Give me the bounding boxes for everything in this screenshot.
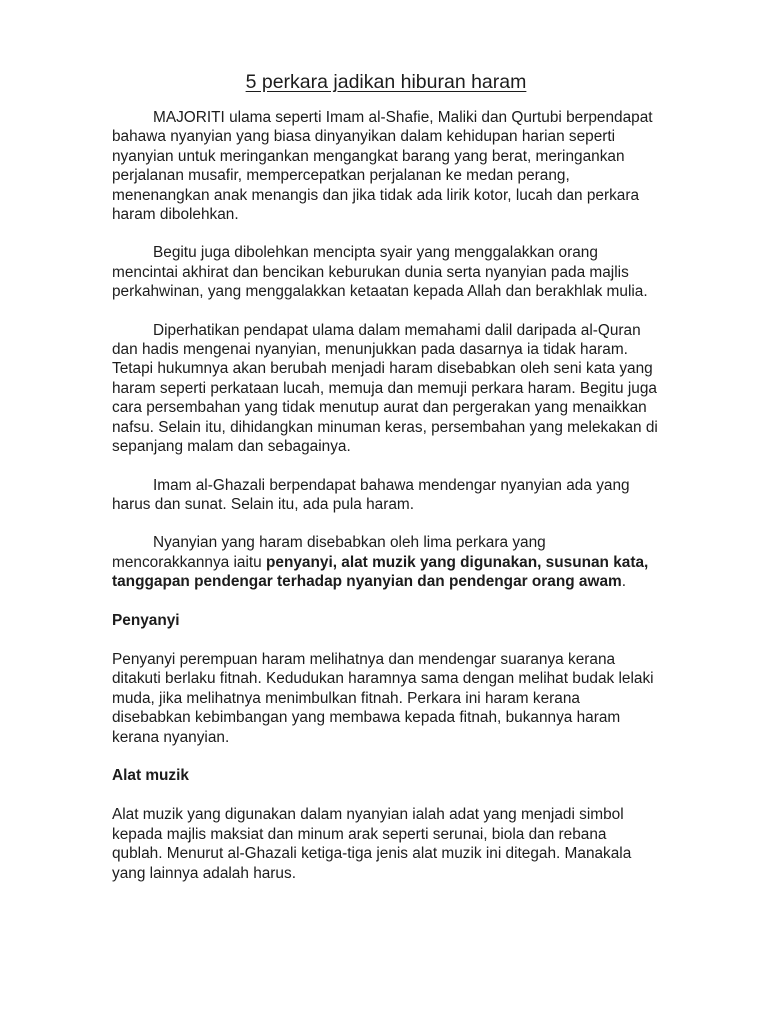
paragraph-pendapat-ulama: Diperhatikan pendapat ulama dalam memahami dalil daripada al-Quran dan hadis mengenai nyanyian, menunjukkan pada dasarnya ia tidak haram. Tetapi hukumnya akan berubah menjadi haram disebabkan oleh seni kata yang haram seperti perkataan lucah, memuja dan memuji perkara haram. Begitu juga cara persembahan yang tidak menutup aurat dan pergerakan yang menaikkan nafsu. Selain itu, dihidangkan minuman keras, persembahan yang melekakan di sepanjang malam dan sebagainya. <box>112 321 658 456</box>
paragraph-alat-muzik: Alat muzik yang digunakan dalam nyanyian ialah adat yang menjadi simbol kepada majlis maksiat dan minum arak seperti serunai, biola dan rebana qublah. Menurut al-Ghazali ketiga-tiga jenis alat muzik ini ditegah. Manakala yang lainnya adalah harus. <box>112 806 632 882</box>
paragraph-imam-ghazali: Imam al-Ghazali berpendapat bahawa mendengar nyanyian ada yang harus dan sunat. Selain itu, ada pula haram. <box>112 476 630 513</box>
section-heading-penyanyi: Penyanyi <box>112 611 180 629</box>
document-title: 5 perkara jadikan hiburan haram <box>245 71 527 93</box>
paragraph-lima-perkara <box>112 533 660 591</box>
section-heading-alat-muzik: Alat muzik <box>112 766 189 784</box>
paragraph-lima-perkara-end: . <box>621 573 626 591</box>
paragraph-majoriti: MAJORITI ulama seperti Imam al-Shafie, Maliki dan Qurtubi berpendapat bahawa nyanyian yang biasa dinyanyikan dalam kehidupan harian seperti nyanyian untuk meringankan mengangkat barang yang berat, meringankan perjalanan musafir, mempercepatkan perjalanan ke medan perang, menenangkan anak menangis dan jika tidak ada lirik kotor, lucah dan perkara haram dibolehkan. <box>112 109 653 224</box>
paragraph-penyanyi: Penyanyi perempuan haram melihatnya dan mendengar suaranya kerana ditakuti berlaku fitnah. Kedudukan haramnya sama dengan melihat budak lelaki muda, jika melihatnya menimbulkan fitnah. Perkara ini haram kerana disebabkan kebimbangan yang membawa kepada fitnah, bukannya haram kerana nyanyian. <box>112 650 654 746</box>
paragraph-lima-perkara-bold: penyanyi, alat muzik yang digunakan, susunan kata, tanggapan pendengar terhadap nyanyian dan pendengar orang awam <box>112 553 649 591</box>
paragraph-lima-perkara-start: Nyanyian yang haram disebabkan oleh lima perkara yang mencorakkannya iaitu <box>112 534 546 571</box>
paragraph-syair: Begitu juga dibolehkan mencipta syair yang menggalakkan orang mencintai akhirat dan bencikan keburukan dunia serta nyanyian pada majlis perkahwinan, yang menggalakkan ketaatan kepada Allah dan berakhlak mulia. <box>112 244 648 301</box>
document-page <box>112 70 660 902</box>
